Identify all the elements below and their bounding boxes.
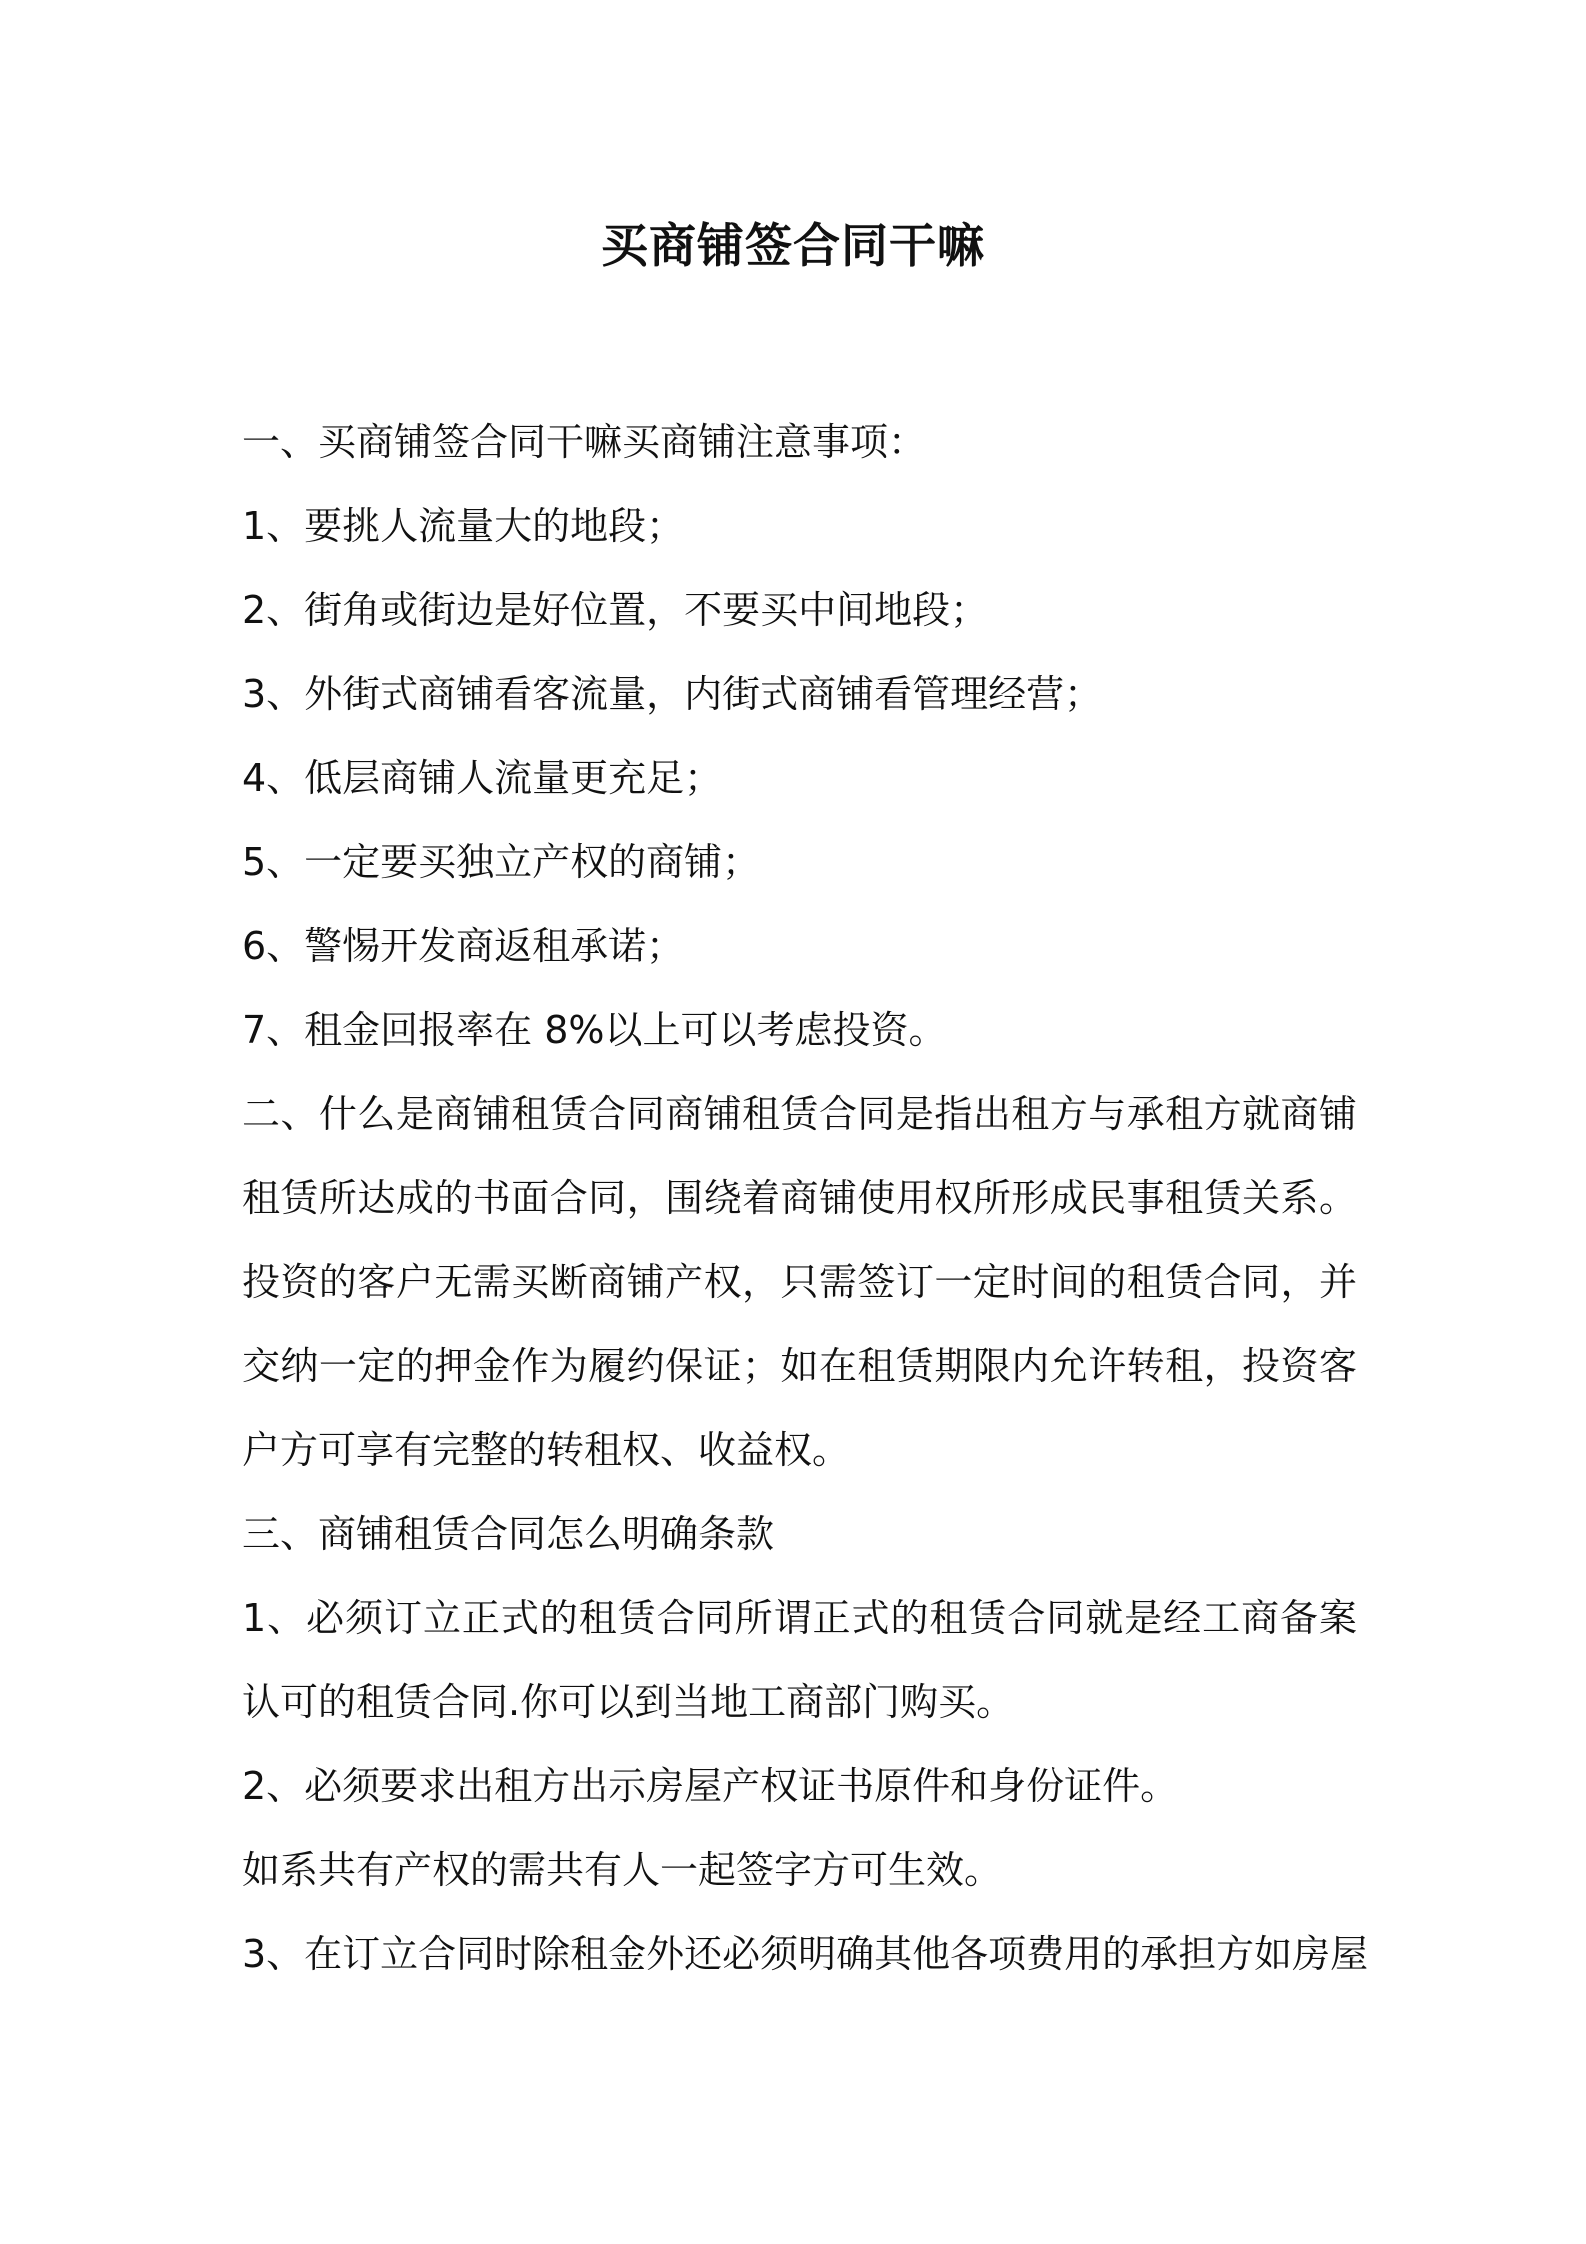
list-item: 2、必须要求出租方出示房屋产权证书原件和身份证件。 — [242, 1764, 1179, 1808]
list-item: 7、租金回报率在 8%以上可以考虑投资。 — [242, 1008, 947, 1052]
list-item: 3、在订立合同时除租金外还必须明确其他各项费用的承担方如房屋 — [242, 1932, 1369, 1976]
section-heading-1: 一、买商铺签合同干嘛买商铺注意事项： — [242, 420, 927, 464]
list-item: 1、要挑人流量大的地段； — [242, 504, 685, 548]
document-body — [242, 400, 1369, 1996]
section-heading-2: 二、什么是商铺租赁合同商铺租赁合同是指出租方与承租方就商铺租赁所达成的书面合同，围绕着商铺使用权所形成民事租赁关系。投资的客户无需买断商铺产权，只需签订一定时间的租赁合同，并交纳一定的押金作为履约保证；如在租赁期限内允许转租，投资客户方可享有完整的转租权、收益权。 — [242, 1092, 1357, 1472]
list-item: 2、街角或街边是好位置，不要买中间地段； — [242, 588, 989, 632]
list-item: 1、必须订立正式的租赁合同所谓正式的租赁合同就是经工商备案认可的租赁合同.你可以到当地工商部门购买。 — [242, 1596, 1357, 1724]
list-item: 5、一定要买独立产权的商铺； — [242, 840, 761, 884]
list-item: 4、低层商铺人流量更充足； — [242, 756, 723, 800]
list-item: 3、外街式商铺看客流量，内街式商铺看管理经营； — [242, 672, 1103, 716]
body-paragraph: 如系共有产权的需共有人一起签字方可生效。 — [242, 1848, 1003, 1892]
section-heading-3: 三、商铺租赁合同怎么明确条款 — [242, 1512, 775, 1556]
list-item: 6、警惕开发商返租承诺； — [242, 924, 685, 968]
document-title: 买商铺签合同干嘛 — [601, 219, 985, 274]
